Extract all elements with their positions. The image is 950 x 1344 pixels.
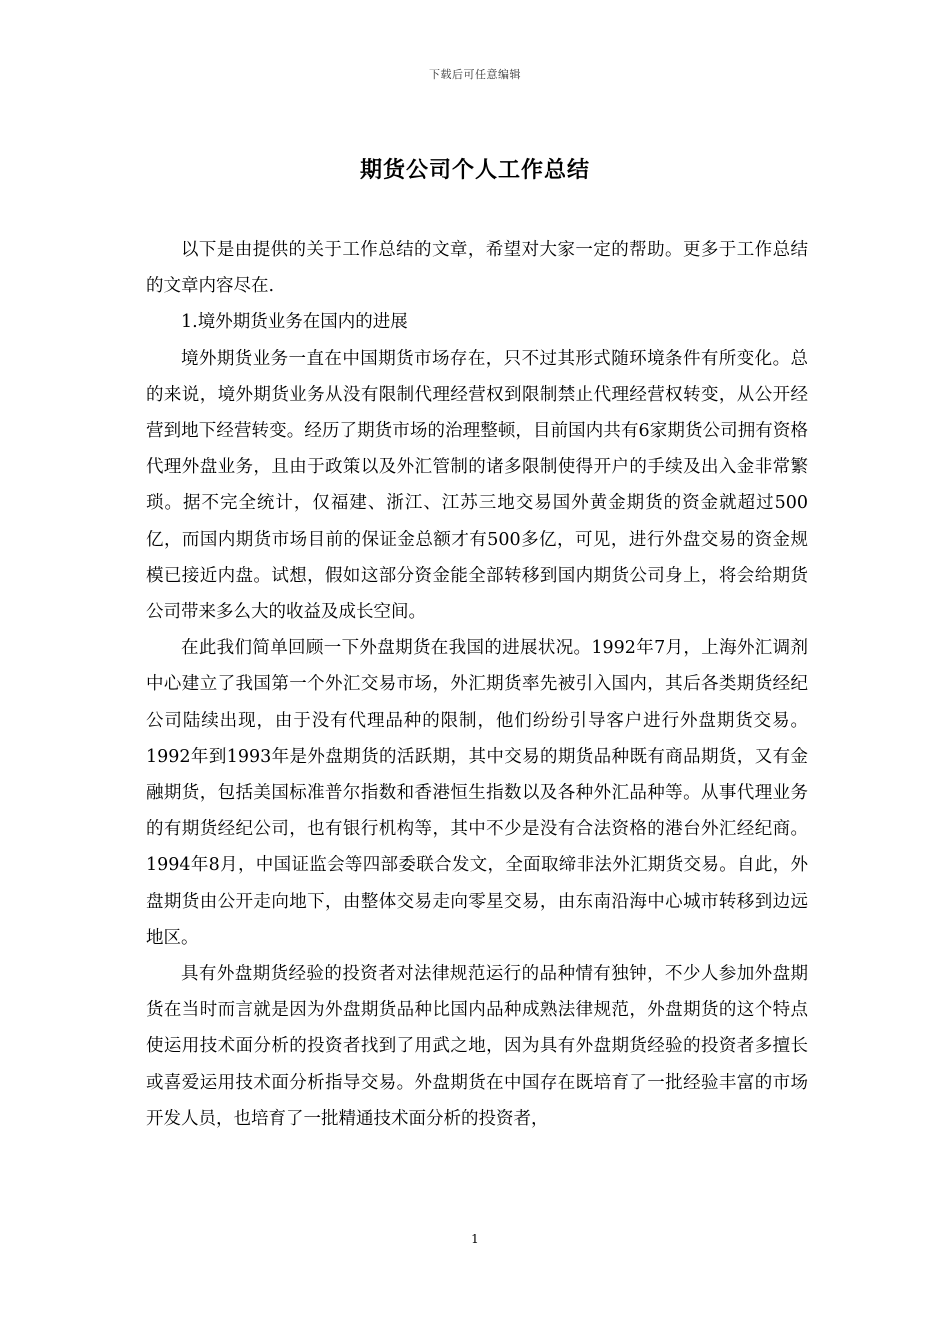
paragraph: 具有外盘期货经验的投资者对法律规范运行的品种情有独钟，不少人参加外盘期货在当时而言就是因为外盘期货品种比国内品种成熟法律规范，外盘期货的这个特点使运用技术面分析的投资者找到了用武之地，因为具有外盘期货经验的投资者多擅长或喜爱运用技术面分析指导交易。外盘期货在中国存在既培育了一批经验丰富的市场开发人员，也培育了一批精通技术面分析的投资者，: [146, 964, 808, 1129]
page-number: 1: [471, 1232, 479, 1246]
document-title: 期货公司个人工作总结: [359, 157, 590, 183]
header-note: 下载后可任意编辑: [429, 68, 521, 81]
paragraph: 在此我们简单回顾一下外盘期货在我国的进展状况。1992年7月，上海外汇调剂中心建立了我国第一个外汇交易市场，外汇期货率先被引入国内，其后各类期货经纪公司陆续出现，由于没有代理品种的限制，他们纷纷引导客户进行外盘期货交易。1992年到1993年是外盘期货的活跃期，其中交易的期货品种既有商品期货，又有金融期货，包括美国标准普尔指数和香港恒生指数以及各种外汇品种等。从事代理业务的有期货经纪公司，也有银行机构等，其中不少是没有合法资格的港台外汇经纪商。1994年8月，中国证监会等四部委联合发文，全面取缔非法外汇期货交易。自此，外盘期货由公开走向地下，由整体交易走向零星交易，由东南沿海中心城市转移到边远地区。: [146, 638, 808, 948]
document-body: [146, 232, 808, 1137]
paragraph: 境外期货业务一直在中国期货市场存在，只不过其形式随环境条件有所变化。总的来说，境外期货业务从没有限制代理经营权到限制禁止代理经营权转变，从公开经营到地下经营转变。经历了期货市场的治理整顿，目前国内共有6家期货公司拥有资格代理外盘业务，且由于政策以及外汇管制的诸多限制使得开户的手续及出入金非常繁琐。据不完全统计，仅福建、浙江、江苏三地交易国外黄金期货的资金就超过500亿，而国内期货市场目前的保证金总额才有500多亿，可见，进行外盘交易的资金规模已接近内盘。试想，假如这部分资金能全部转移到国内期货公司身上，将会给期货公司带来多么大的收益及成长空间。: [146, 348, 808, 623]
paragraph-intro: 以下是由提供的关于工作总结的文章，希望对大家一定的帮助。更多于工作总结的文章内容尽在.: [146, 240, 808, 297]
section-heading: 1.境外期货业务在国内的进展: [181, 312, 408, 333]
